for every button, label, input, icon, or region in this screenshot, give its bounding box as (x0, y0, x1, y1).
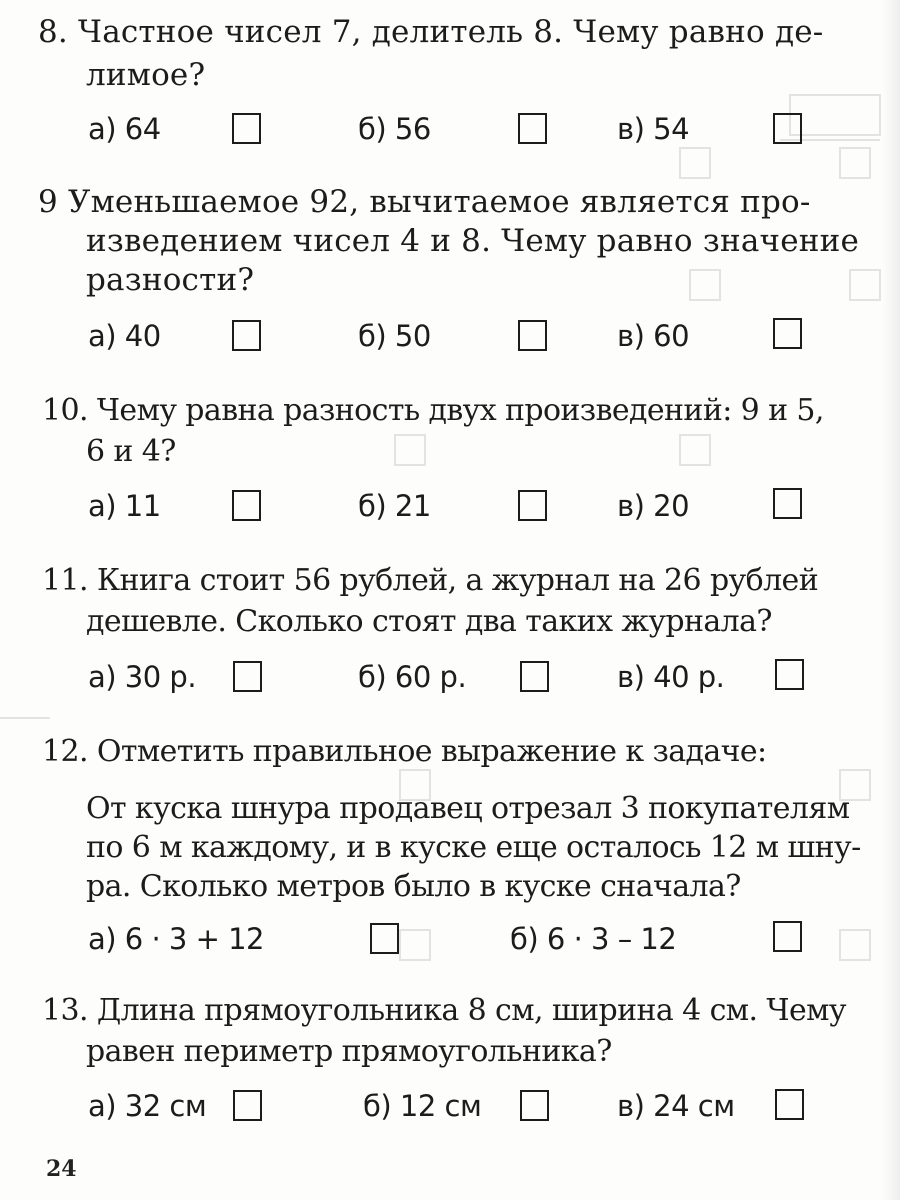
option-label: б) 50 (358, 319, 431, 353)
answer-checkbox[interactable] (520, 1090, 549, 1121)
answer-checkbox[interactable] (232, 490, 261, 521)
answer-checkbox[interactable] (773, 113, 802, 144)
option-label: в) 24 см (617, 1089, 735, 1123)
answer-checkbox[interactable] (520, 661, 549, 692)
option-label: а) 32 см (88, 1089, 207, 1123)
question-text: 12. Отметить правильное выражение к задаче: (42, 734, 767, 769)
answer-checkbox[interactable] (775, 659, 804, 690)
option-label: а) 6 · 3 + 12 (88, 922, 264, 956)
question-text: дешевле. Сколько стоят два таких журнала? (86, 604, 772, 639)
option-label: в) 20 (617, 489, 690, 523)
answer-checkbox[interactable] (775, 1089, 804, 1120)
question-text: разности? (86, 262, 255, 298)
answer-checkbox[interactable] (232, 320, 261, 351)
answer-checkbox[interactable] (773, 318, 802, 349)
page-edge-shadow (882, 0, 900, 1200)
answer-checkbox[interactable] (518, 490, 547, 521)
question-text: 6 и 4? (86, 434, 176, 469)
question-text: изведением чисел 4 и 8. Чему равно значение (86, 223, 860, 259)
option-label: б) 21 (358, 489, 431, 523)
option-label: а) 64 (88, 112, 161, 146)
option-label: б) 12 см (363, 1089, 482, 1123)
problem-text: ра. Сколько метров было в куске сначала? (86, 869, 741, 904)
answer-checkbox[interactable] (518, 320, 547, 351)
answer-checkbox[interactable] (232, 113, 261, 144)
option-label: б) 60 р. (358, 660, 467, 694)
answer-checkbox[interactable] (233, 661, 262, 692)
answer-checkbox[interactable] (518, 113, 547, 144)
question-text: 8. Частное чисел 7, делитель 8. Чему равно де- (38, 14, 824, 50)
option-label: б) 56 (358, 112, 431, 146)
question-text: 10. Чему равна разность двух произведений: 9 и 5, (42, 393, 824, 428)
question-text: равен периметр прямоугольника? (86, 1034, 612, 1069)
answer-checkbox[interactable] (773, 488, 802, 519)
option-label: в) 54 (617, 112, 690, 146)
question-text: лимое? (86, 57, 206, 93)
problem-text: От куска шнура продавец отрезал 3 покупателям (86, 791, 850, 826)
option-label: а) 30 р. (88, 660, 197, 694)
option-label: а) 40 (88, 319, 161, 353)
answer-checkbox[interactable] (370, 923, 399, 954)
question-text: 13. Длина прямоугольника 8 см, ширина 4 см. Чему (42, 993, 846, 1028)
problem-text: по 6 м каждому, и в куске еще осталось 12 м шну- (86, 830, 861, 865)
question-text: 9 Уменьшаемое 92, вычитаемое является про- (38, 184, 811, 220)
question-text: 11. Книга стоит 56 рублей, а журнал на 26 рублей (42, 563, 819, 598)
option-label: в) 60 (617, 319, 690, 353)
option-label: а) 11 (88, 489, 161, 523)
option-label: б) 6 · 3 – 12 (510, 922, 677, 956)
answer-checkbox[interactable] (233, 1090, 262, 1121)
option-label: в) 40 р. (617, 660, 725, 694)
answer-checkbox[interactable] (773, 921, 802, 952)
page-number: 24 (46, 1156, 77, 1182)
